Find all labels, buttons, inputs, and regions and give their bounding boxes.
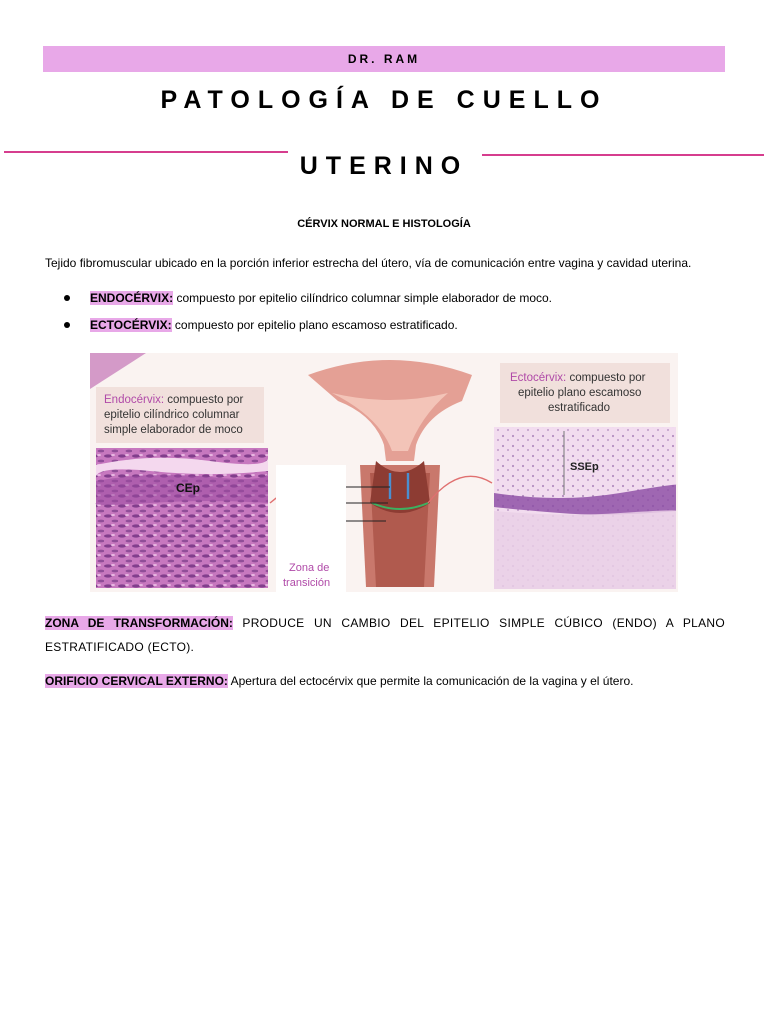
bullet-icon bbox=[64, 322, 70, 328]
transformation-zone-paragraph bbox=[45, 611, 725, 659]
svg-text:Endocérvix: compuesto por bbox=[104, 394, 244, 406]
endo-line1: compuesto por bbox=[164, 394, 244, 406]
header-bar bbox=[43, 46, 725, 72]
bullet-text: compuesto por epitelio plano escamoso estratificado. bbox=[171, 318, 458, 332]
ectocervix-micrograph bbox=[494, 427, 676, 589]
bullet-term: ECTOCÉRVIX: bbox=[90, 318, 172, 332]
zona-line2: transición bbox=[283, 577, 331, 589]
bullet-text: compuesto por epitelio cilíndrico columnar simple elaborador de moco. bbox=[173, 291, 552, 305]
ecto-title: Ectocérvix: bbox=[510, 372, 567, 384]
list-item bbox=[64, 290, 724, 317]
svg-text:Ectocérvix: compuesto por bbox=[510, 372, 646, 384]
endo-line3: simple elaborador de moco bbox=[104, 424, 243, 436]
list-item bbox=[64, 317, 724, 344]
intro-paragraph: Tejido fibromuscular ubicado en la porción inferior estrecha del útero, vía de comunicación entre vagina y cavidad uterina. bbox=[45, 256, 692, 270]
ecto-line3: estratificado bbox=[548, 402, 611, 414]
cervix-histology-figure bbox=[90, 353, 678, 592]
page-title-line1: PATOLOGÍA DE CUELLO bbox=[160, 86, 608, 114]
zona-term: ZONA DE TRANSFORMACIÓN: bbox=[45, 616, 233, 630]
endo-line2: epitelio cilíndrico columnar bbox=[104, 409, 240, 421]
bullet-list bbox=[64, 290, 724, 344]
external-os-paragraph bbox=[45, 673, 725, 689]
author-name: DR. RAM bbox=[347, 52, 421, 66]
bullet-term: ENDOCÉRVIX: bbox=[90, 291, 174, 305]
ecto-label: SSEp bbox=[570, 461, 599, 473]
orificio-text: Apertura del ectocérvix que permite la comunicación de la vagina y el útero. bbox=[227, 674, 634, 688]
ecto-line2: epitelio plano escamoso bbox=[518, 387, 642, 399]
bullet-icon bbox=[64, 295, 70, 301]
zona-line1: Zona de bbox=[289, 562, 330, 574]
endo-label: CEp bbox=[176, 481, 200, 495]
page-title-line2: UTERINO bbox=[299, 152, 469, 180]
ecto-line1: compuesto por bbox=[566, 372, 646, 384]
orificio-term: ORIFICIO CERVICAL EXTERNO: bbox=[45, 674, 228, 688]
zona-text: PRODUCE UN CAMBIO DEL EPITELIO SIMPLE CÚBICO (ENDO) A PLANO ESTRATIFICADO (ECTO). bbox=[45, 616, 725, 654]
endo-title: Endocérvix: bbox=[104, 394, 165, 406]
endocervix-micrograph bbox=[95, 448, 268, 588]
section-heading: CÉRVIX NORMAL E HISTOLOGÍA bbox=[297, 218, 471, 230]
